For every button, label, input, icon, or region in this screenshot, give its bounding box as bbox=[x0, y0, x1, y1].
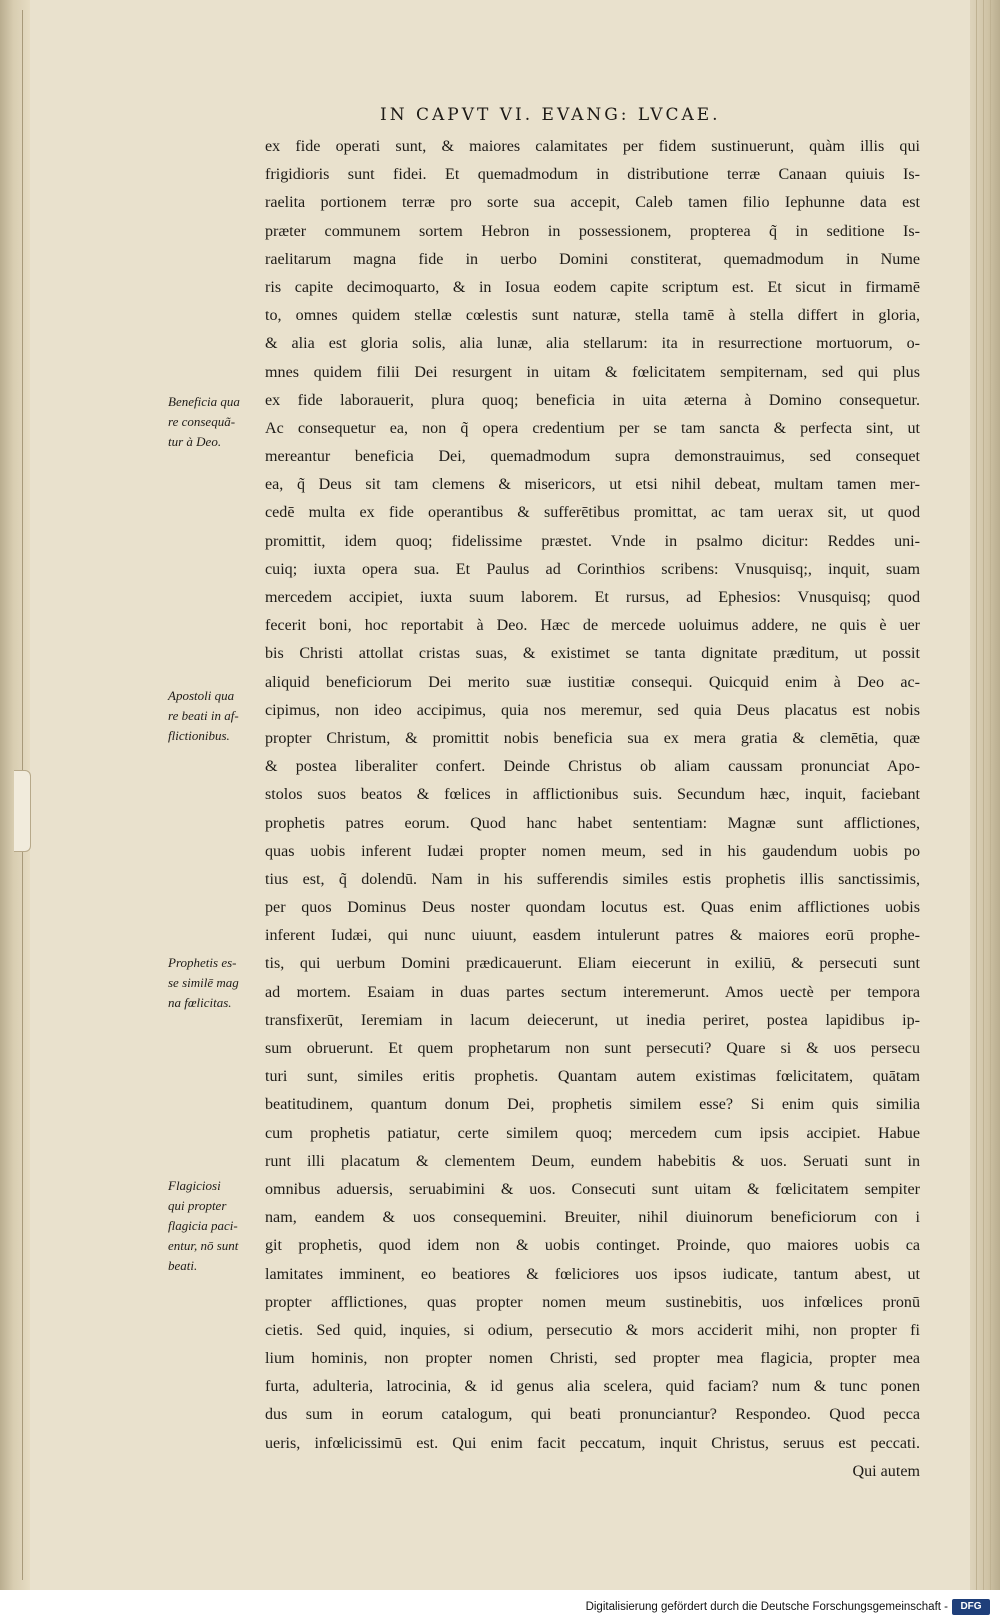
margin-note-beneficia bbox=[168, 392, 260, 452]
dfg-logo: DFG bbox=[952, 1599, 990, 1615]
text-line: beatitudinem, quantum donum Dei, prophetis similem esse? Si enim quis similia bbox=[265, 1096, 920, 1114]
text-line: inferent Iudæi, qui nunc uiuunt, easdem intulerunt patres & maiores eorū prophe- bbox=[265, 927, 920, 945]
text-line: ex fide operati sunt, & maiores calamitates per fidem sustinuerunt, quàm illis qui bbox=[265, 138, 920, 155]
margin-note-line: entur, nō sunt bbox=[168, 1238, 239, 1253]
margin-note-apostoli bbox=[168, 686, 260, 746]
text-line: lium hominis, non propter nomen Christi, sed propter mea flagicia, propter mea bbox=[265, 1350, 920, 1368]
margin-note-line: se similē mag bbox=[168, 975, 239, 990]
leaf-line bbox=[976, 0, 977, 1590]
text-line: promittit, idem quoq; fidelissime præstet. Vnde in psalmo dicitur: Reddes uni- bbox=[265, 532, 920, 550]
text-line: & alia est gloria solis, alia lunæ, alia stellarum: ita in resurrectione mortuorum, o- bbox=[265, 335, 920, 353]
margin-note-line: flagicia paci- bbox=[168, 1218, 238, 1233]
margin-note-flagiciosi bbox=[168, 1176, 260, 1276]
text-line: mercedem accipiet, iuxta suum laborem. Et rursus, ad Ephesios: Vnusquisq; quod bbox=[265, 589, 920, 606]
text-line: mnes quidem filii Dei resurgent in uitam & fœlicitatem sempiternam, sed qui plus bbox=[265, 363, 920, 381]
text-line: furta, adulteria, latrocinia, & id genus alia scelera, quid faciam? num & tunc ponen bbox=[265, 1378, 920, 1396]
text-line: omnibus aduersis, seruabimini & uos. Consecuti sunt uitam & fœlicitatem sempiter bbox=[265, 1180, 920, 1198]
text-line: cum prophetis patiatur, certe similem quoq; mercedem cum ipsis accipiet. Habue bbox=[265, 1124, 920, 1142]
text-line: propter afflictiones, quas propter nomen meum sustinebitis, uos infœlices pronū bbox=[265, 1293, 920, 1311]
text-line: tius est, q̃ dolendū. Nam in his sufferendis similes estis prophetis illis sanctissimis, bbox=[265, 870, 920, 888]
text-line: per quos Dominus Deus noster quondam locutus est. Quas enim afflictiones uobis bbox=[265, 899, 920, 917]
margin-note-line: qui propter bbox=[168, 1198, 227, 1213]
text-line: raelita portionem terræ pro sorte sua accepit, Caleb tamen filio Iephunne data est bbox=[265, 194, 920, 212]
text-line: bis Christi attollat cristas suas, & existimet se tanta dignitate præditum, ut possit bbox=[265, 645, 920, 663]
margin-note-line: na fœlicitas. bbox=[168, 995, 232, 1010]
text-line: prophetis patres eorum. Quod hanc habet sententiam: Magnæ sunt afflictiones, bbox=[265, 814, 920, 832]
text-line: git prophetis, quod idem non & uobis continget. Proinde, quo maiores uobis ca bbox=[265, 1237, 920, 1255]
text-line: aliquid beneficiorum Dei merito suæ iustitiæ consequi. Quicquid enim à Deo ac- bbox=[265, 673, 920, 691]
text-line: tis, qui uerbum Domini prædicauerunt. Eliam eiecerunt in exiliū, & persecuti sunt bbox=[265, 955, 920, 973]
margin-note-line: flictionibus. bbox=[168, 728, 230, 743]
text-line: turi sunt, similes eritis prophetis. Quantam autem existimas fœlicitatem, quātam bbox=[265, 1068, 920, 1086]
margin-note-line: tur à Deo. bbox=[168, 434, 222, 449]
leaf-line bbox=[983, 0, 984, 1590]
funding-credit: Digitalisierung gefördert durch die Deutsche Forschungsgemeinschaft - bbox=[585, 1601, 948, 1613]
text-line: lamitates imminent, eo beatiores & fœliciores uos ipsos iudicate, tantum abest, ut bbox=[265, 1265, 920, 1283]
text-line: cipimus, non ideo accipimus, quia nos meremur, sed quia Deus placatus est nobis bbox=[265, 701, 920, 719]
margin-note-line: Prophetis es- bbox=[168, 955, 237, 970]
text-line: cuiq; iuxta opera sua. Et Paulus ad Corinthios scribens: Vnusquisq;, inquit, suam bbox=[265, 560, 920, 578]
leaf-line bbox=[990, 0, 991, 1590]
margin-note-line: Beneficia qua bbox=[168, 394, 240, 409]
page-edge bbox=[970, 0, 1000, 1590]
margin-note-prophetis bbox=[168, 953, 260, 1013]
page-tab-marker bbox=[14, 770, 31, 852]
text-line: præter communem sortem Hebron in possessionem, propterea q̃ in seditione Is- bbox=[265, 222, 920, 240]
text-line: transfixerūt, Ieremiam in lacum deiecerunt, ut inedia periret, postea lapidibus ip- bbox=[265, 1011, 920, 1029]
text-line: Ac consequetur ea, non q̃ opera credentium per se tam sancta & perfecta sint, ut bbox=[265, 419, 920, 437]
margin-note-line: beati. bbox=[168, 1258, 198, 1273]
text-line: ea, q̃ Deus sit tam clemens & misericors, ut etsi nihil debeat, multam tamen mer- bbox=[265, 476, 920, 494]
text-line: frigidioris sunt fidei. Et quemadmodum in distributione terræ Canaan quiuis Is- bbox=[265, 166, 920, 184]
running-header: IN CAPVT VI. EVANG: LVCAE. bbox=[380, 105, 721, 125]
main-text-block bbox=[265, 133, 920, 1486]
text-line: quas uobis inferent Iudæi propter nomen meum, sed in his gaudendum uobis po bbox=[265, 842, 920, 860]
text-line: stolos suos beatos & fœlices in afflictionibus suis. Secundum hæc, inquit, faciebant bbox=[265, 786, 920, 804]
margin-note-line: re consequã- bbox=[168, 414, 236, 429]
text-line: cietis. Sed quid, inquies, si odium, persecutio & mors acciderit mihi, non propter fi bbox=[265, 1321, 920, 1339]
text-line: dus sum in eorum catalogum, qui beati pronunciantur? Respondeo. Quod pecca bbox=[265, 1406, 920, 1424]
text-line: propter Christum, & promittit nobis beneficia sua ex mera gratia & clemētia, quæ bbox=[265, 729, 920, 747]
text-line: ex fide laborauerit, plura quoq; beneficia in uita æterna à Domino consequetur. bbox=[265, 391, 920, 409]
text-line: runt illi placatum & clementem Deum, eundem habebitis & uos. Seruati sunt in bbox=[265, 1152, 920, 1170]
margin-note-line: Apostoli qua bbox=[168, 688, 235, 703]
text-line: Qui autem bbox=[852, 1462, 920, 1480]
text-line: raelitarum magna fide in uerbo Domini constiterat, quemadmodum in Nume bbox=[265, 250, 920, 268]
margin-note-line: Flagiciosi bbox=[168, 1178, 221, 1193]
text-line: nam, eandem & uos consequemini. Breuiter, nihil diuinorum beneficiorum con i bbox=[265, 1209, 920, 1227]
text-line: fecerit boni, hoc reportabit à Deo. Hæc de mercede uoluimus addere, ne quis è uer bbox=[265, 617, 920, 635]
text-line: ad mortem. Esaiam in duas partes sectum interemerunt. Amos uectè per tempora bbox=[265, 983, 920, 1001]
text-line: ueris, infœlicissimū est. Qui enim facit peccatum, inquit Christus, seruus est peccati. bbox=[265, 1434, 920, 1452]
text-line: to, omnes quidem stellæ cœlestis sunt naturæ, stella tamē à stella differt in gloria, bbox=[265, 307, 920, 325]
text-line: & postea liberaliter confert. Deinde Christus ob aliam caussam pronunciat Apo- bbox=[265, 758, 920, 776]
text-line: sum obruerunt. Et quem prophetarum non sunt persecuti? Quare si & uos persecu bbox=[265, 1040, 920, 1057]
text-line: ris capite decimoquarto, & in Iosua eodem capite scriptum est. Et sicut in firmamē bbox=[265, 278, 920, 296]
text-line: cedē multa ex fide operantibus & sufferētibus promittat, ac tam uerax sit, ut quod bbox=[265, 504, 920, 522]
margin-note-line: re beati in af- bbox=[168, 708, 239, 723]
text-line: mereantur beneficia Dei, quemadmodum supra demonstrauimus, sed consequet bbox=[265, 448, 920, 466]
